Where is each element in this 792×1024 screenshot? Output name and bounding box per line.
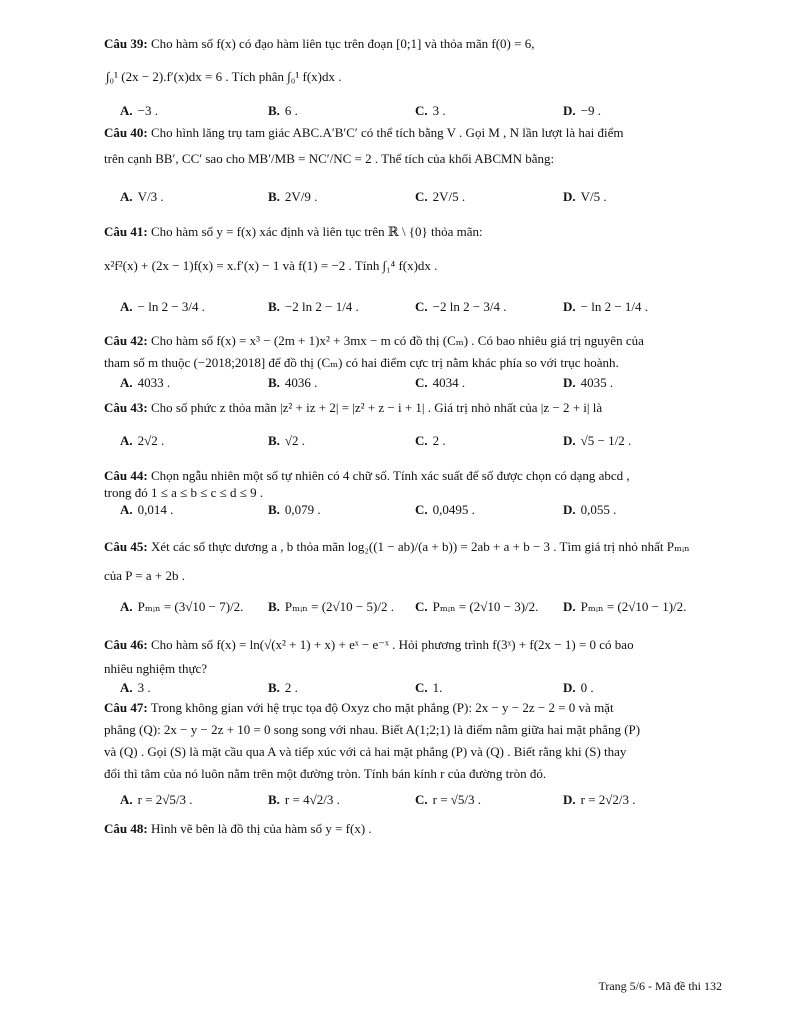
question-41 [104, 221, 724, 243]
question-text: ∫₀¹ (2x − 2).f′(x)dx = 6 . Tích phân ∫₀¹ f(x)dx . [106, 69, 342, 84]
question-text: Cho hàm số f(x) có đạo hàm liên tục trên đoạn [0;1] và thỏa mãn f(0) = 6, [150, 36, 535, 51]
option-c[interactable]: C. Pₘᵢₙ = (2√10 − 3)/2. [415, 599, 539, 614]
question-39 [104, 33, 724, 55]
option-b[interactable]: B. 0,079 . [268, 502, 321, 517]
question-text: Cho số phức z thỏa mãn |z² + iz + 2| = |z² + z − i + 1| . Giá trị nhỏ nhất của |z − 2 + i| là [150, 400, 603, 415]
question-text: trên cạnh BB′, CC′ sao cho MB′/MB = NC′/NC = 2 . Thể tích của khối ABCMN bằng: [104, 151, 555, 166]
question-label: Câu 46: [104, 637, 148, 652]
question-40-line2 [104, 148, 724, 170]
question-label: Câu 43: [104, 400, 148, 415]
question-text: nhiêu nghiệm thực? [104, 661, 208, 676]
option-a[interactable]: A. 3 . [120, 680, 151, 695]
question-40 [104, 122, 724, 144]
option-a[interactable]: A. 2√2 . [120, 433, 165, 448]
option-c[interactable]: C. 0,0495 . [415, 502, 475, 517]
option-d[interactable]: D. √5 − 1/2 . [563, 433, 632, 448]
option-a[interactable]: A. − ln 2 − 3/4 . [120, 299, 206, 314]
question-text: Cho hàm số y = f(x) xác định và liên tục trên ℝ \ {0} thỏa mãn: [150, 224, 483, 239]
option-d[interactable]: D. 0 . [563, 680, 594, 695]
option-a[interactable]: A. 0,014 . [120, 502, 174, 517]
question-text: và (Q) . Gọi (S) là mặt cầu qua A và tiếp xúc với cả hai mặt phẳng (P) và (Q) . Biết rằng khi (S) thay [104, 744, 627, 759]
options-40 [120, 186, 720, 210]
options-42 [120, 372, 720, 396]
question-label: Câu 44: [104, 468, 148, 483]
question-text: đổi thì tâm của nó luôn nằm trên một đường tròn. Tính bán kính r của đường tròn đó. [104, 766, 547, 781]
option-b[interactable]: B. 6 . [268, 103, 298, 118]
option-c[interactable]: C. 3 . [415, 103, 446, 118]
option-d[interactable]: D. V/5 . [563, 189, 607, 204]
question-label: Câu 39: [104, 36, 148, 51]
question-text: phẳng (Q): 2x − y − 2z + 10 = 0 song song với nhau. Biết A(1;2;1) là điểm nằm giữa hai mặt phẳng (P) [104, 722, 641, 737]
option-b[interactable]: B. 2V/9 . [268, 189, 318, 204]
option-d[interactable]: D. − ln 2 − 1/4 . [563, 299, 649, 314]
options-47 [120, 789, 720, 813]
question-text: Cho hàm số f(x) = ln(√(x² + 1) + x) + eˣ − e⁻ˣ . Hỏi phương trình f(3ˣ) + f(2x − 1) = 0 có bao [150, 637, 634, 652]
question-text: trong đó 1 ≤ a ≤ b ≤ c ≤ d ≤ 9 . [104, 485, 264, 500]
option-d[interactable]: D. 4035 . [563, 375, 614, 390]
question-45-line2 [104, 565, 724, 587]
question-text: Chọn ngẫu nhiên một số tự nhiên có 4 chữ số. Tính xác suất để số được chọn có dạng abcd , [150, 468, 630, 483]
question-text: Hình vẽ bên là đồ thị của hàm số y = f(x) . [150, 821, 372, 836]
question-43 [104, 397, 724, 419]
option-c[interactable]: C. 1. [415, 680, 443, 695]
question-48 [104, 818, 724, 840]
question-label: Câu 48: [104, 821, 148, 836]
question-label: Câu 45: [104, 539, 148, 554]
question-47-line3 [104, 741, 724, 763]
question-text: Cho hàm số f(x) = x³ − (2m + 1)x² + 3mx − m có đồ thị (Cₘ) . Có bao nhiêu giá trị nguyên của [150, 333, 644, 348]
question-39-line2 [106, 66, 726, 88]
question-42 [104, 330, 724, 352]
option-c[interactable]: C. 2 . [415, 433, 446, 448]
options-39 [120, 100, 720, 124]
question-47 [104, 697, 724, 719]
question-text: x²f²(x) + (2x − 1)f(x) = x.f′(x) − 1 và f(1) = −2 . Tính ∫₁⁴ f(x)dx . [104, 258, 438, 273]
options-45 [120, 596, 720, 620]
question-47-line2 [104, 719, 724, 741]
question-46 [104, 634, 724, 656]
option-d[interactable]: D. r = 2√2/3 . [563, 792, 636, 807]
option-c[interactable]: C. r = √5/3 . [415, 792, 482, 807]
option-b[interactable]: B. √2 . [268, 433, 306, 448]
question-label: Câu 47: [104, 700, 148, 715]
option-a[interactable]: A. −3 . [120, 103, 158, 118]
option-b[interactable]: B. 2 . [268, 680, 298, 695]
question-text: Trong không gian với hệ trục tọa độ Oxyz cho mặt phẳng (P): 2x − y − 2z − 2 = 0 và mặt [150, 700, 614, 715]
option-b[interactable]: B. Pₘᵢₙ = (2√10 − 5)/2 . [268, 599, 394, 614]
option-b[interactable]: B. −2 ln 2 − 1/4 . [268, 299, 359, 314]
option-a[interactable]: A. V/3 . [120, 189, 164, 204]
option-b[interactable]: B. 4036 . [268, 375, 318, 390]
option-d[interactable]: D. 0,055 . [563, 502, 617, 517]
question-42-line2 [104, 352, 724, 374]
question-text: của P = a + 2b . [104, 568, 185, 583]
options-41 [120, 296, 720, 320]
question-label: Câu 41: [104, 224, 148, 239]
option-c[interactable]: C. −2 ln 2 − 3/4 . [415, 299, 507, 314]
question-47-line4 [104, 763, 724, 785]
option-c[interactable]: C. 4034 . [415, 375, 466, 390]
question-label: Câu 42: [104, 333, 148, 348]
option-b[interactable]: B. r = 4√2/3 . [268, 792, 340, 807]
page-footer: Trang 5/6 - Mã đề thi 132 [598, 979, 722, 993]
question-45 [104, 536, 724, 558]
question-text: Xét các số thực dương a , b thỏa mãn log₂((1 − ab)/(a + b)) = 2ab + a + b − 3 . Tìm giá trị nhỏ nhất Pₘᵢₙ [150, 539, 690, 554]
option-a[interactable]: A. r = 2√5/3 . [120, 792, 193, 807]
question-text: tham số m thuộc (−2018;2018] để đồ thị (Cₘ) có hai điểm cực trị nằm khác phía so với trục hoành. [104, 355, 619, 370]
options-43 [120, 430, 720, 454]
option-a[interactable]: A. 4033 . [120, 375, 171, 390]
option-a[interactable]: A. Pₘᵢₙ = (3√10 − 7)/2. [120, 599, 244, 614]
question-41-line2 [104, 255, 724, 277]
options-44 [120, 499, 720, 523]
option-d[interactable]: D. −9 . [563, 103, 601, 118]
option-c[interactable]: C. 2V/5 . [415, 189, 466, 204]
question-text: Cho hình lăng trụ tam giác ABC.A′B′C′ có thể tích bằng V . Gọi M , N lần lượt là hai điểm [150, 125, 624, 140]
option-d[interactable]: D. Pₘᵢₙ = (2√10 − 1)/2. [563, 599, 687, 614]
question-label: Câu 40: [104, 125, 148, 140]
